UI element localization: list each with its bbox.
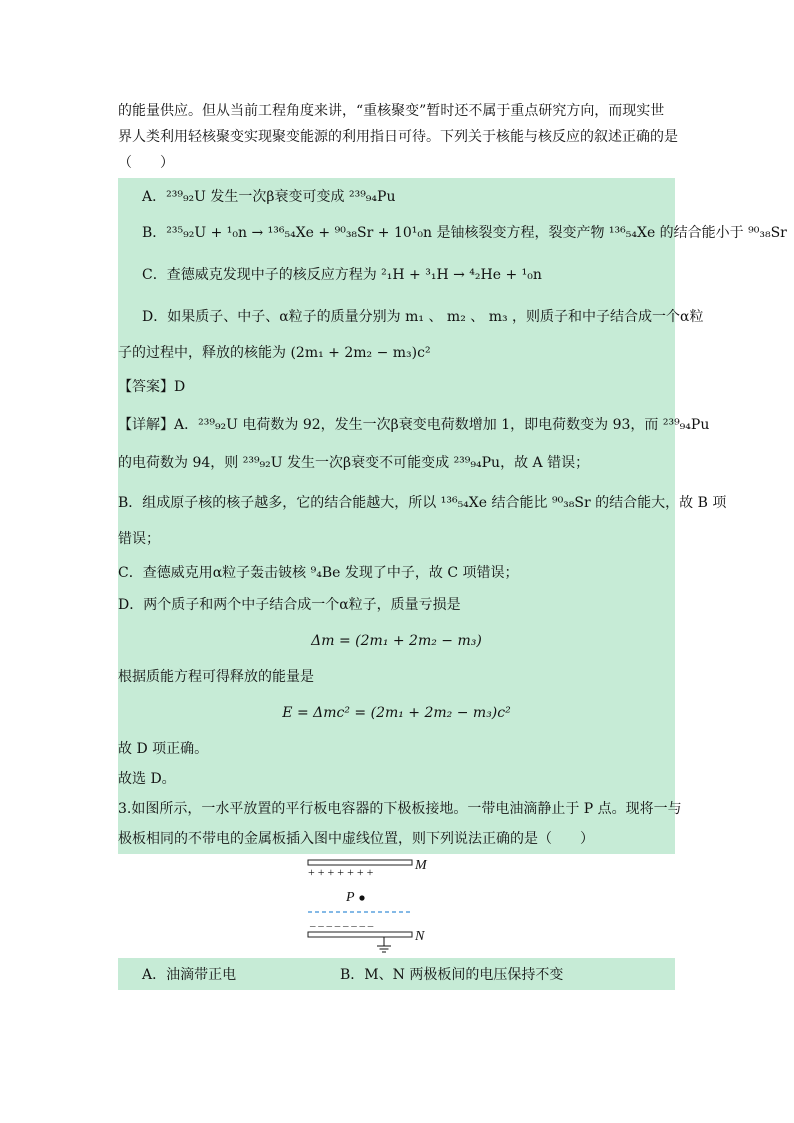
question-3-options-row: [118, 958, 675, 990]
detail-line-4: 错误；: [118, 520, 675, 556]
intro-line-2: 界人类利用轻核聚变实现聚变能源的利用指日可待。下列关于核能与核反应的叙述正确的是: [118, 129, 678, 145]
option-a: A．²³⁹₉₂U 发生一次β衰变可变成 ²³⁹₉₄Pu: [118, 178, 675, 214]
option-d-line-2: 子的过程中，释放的核能为 (2m₁ + 2m₂ − m₃)c²: [118, 334, 675, 370]
option-c: C．查德威克发现中子的核反应方程为 ²₁H + ³₁H → ⁴₂He + ¹₀n: [118, 254, 675, 296]
point-p-label: P: [346, 890, 355, 905]
oil-drop-point: [359, 895, 364, 900]
top-plate-label: M: [415, 858, 427, 873]
detail-line-1: 【详解】A．²³⁹₉₂U 电荷数为 92，发生一次β衰变电荷数增加 1，即电荷数变为 93，而 ²³⁹₉₄Pu: [118, 404, 675, 442]
bottom-plate-charges: – – – – – – – –: [310, 920, 374, 932]
ground-icon: [377, 946, 391, 952]
question-3-line-2: 极板相同的不带电的金属板插入图中虚线位置，则下列说法正确的是（ ）: [118, 824, 675, 854]
intro-line-1: 的能量供应。但从当前工程角度来讲，“重核聚变”暂时还不属于重点研究方向，而现实世: [118, 103, 665, 119]
detail-line-3: B．组成原子核的核子越多，它的结合能越大，所以 ¹³⁶₅₄Xe 结合能比 ⁹⁰₃₈Sr 的结合能大，故 B 项: [118, 484, 675, 520]
bottom-plate: [308, 932, 412, 937]
top-plate-charges: + + + + + + +: [308, 865, 374, 879]
intro-blank: （ ）: [118, 155, 174, 171]
answer: 【答案】D: [118, 370, 675, 404]
detail-line-6: D．两个质子和两个中子结合成一个α粒子，质量亏损是: [118, 590, 675, 620]
equation-mass-defect-text: Δm = (2m₁ + 2m₂ − m₃): [311, 633, 482, 649]
detail-line-2: 的电荷数为 94，则 ²³⁹₉₂U 发生一次β衰变不可能变成 ²³⁹₉₄Pu，故 A 错误；: [118, 442, 675, 484]
detail-line-8: 故 D 项正确。: [118, 734, 675, 764]
detail-line-9: 故选 D。: [118, 764, 675, 794]
detail-line-7: 根据质能方程可得释放的能量是: [118, 662, 675, 692]
equation-mass-defect: [118, 620, 675, 662]
option-d-line-1: D．如果质子、中子、α粒子的质量分别为 m₁ 、 m₂ 、 m₃ ，则质子和中子结合成一个α粒: [118, 296, 675, 334]
question-3-line-1: 3.如图所示，一水平放置的平行板电容器的下极板接地。一带电油滴静止于 P 点。现将一与: [118, 794, 675, 824]
equation-energy: [118, 692, 675, 734]
detail-line-5: C．查德威克用α粒子轰击铍核 ⁹₄Be 发现了中子，故 C 项错误；: [118, 556, 675, 590]
option-b: B．²³⁵₉₂U + ¹₀n → ¹³⁶₅₄Xe + ⁹⁰₃₈Sr + 10¹₀n 是铀核裂变方程，裂变产物 ¹³⁶₅₄Xe 的结合能小于 ⁹⁰₃₈Sr: [118, 214, 675, 254]
document-page: [118, 98, 787, 990]
equation-energy-text: E = Δmc² = (2m₁ + 2m₂ − m₃)c²: [282, 705, 511, 721]
question-3-option-a: A．油滴带正电: [142, 967, 237, 983]
capacitor-svg: [118, 854, 675, 958]
bottom-plate-label: N: [415, 929, 425, 944]
capacitor-diagram: [118, 854, 675, 958]
question-3-option-b: B．M、N 两极板间的电压保持不变: [340, 967, 564, 983]
